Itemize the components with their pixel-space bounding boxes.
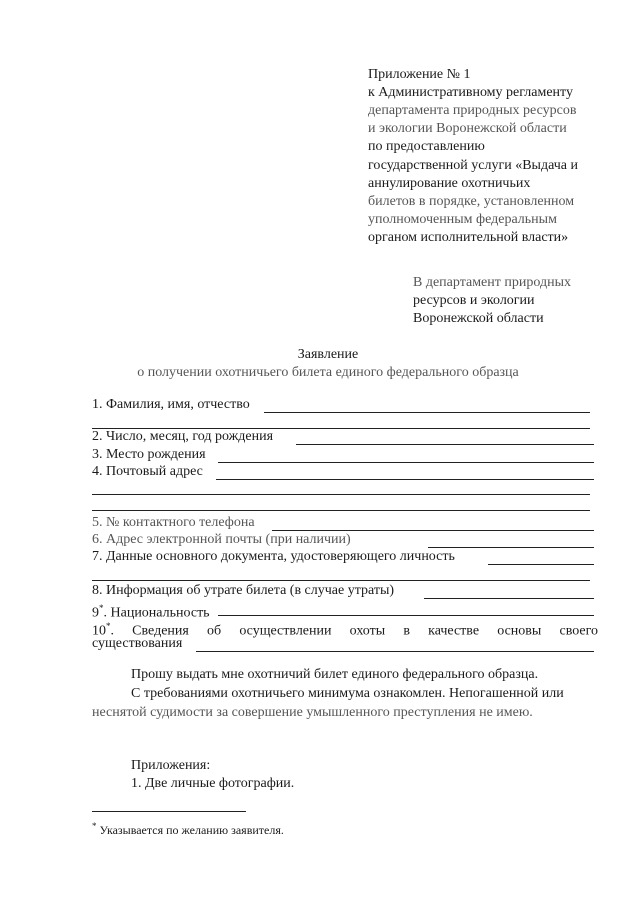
footnote (92, 818, 284, 838)
postal-address-continuation-line[interactable] (92, 494, 590, 495)
appendix-line: по предоставлению (368, 139, 485, 154)
acknowledgement-line: неснятой судимости за совершение умышленного преступления не имею. (92, 705, 533, 720)
postal-address-line[interactable] (216, 479, 594, 480)
appendix-line: к Административному регламенту (368, 85, 573, 100)
field-label-birth-date: 2. Число, месяц, год рождения (92, 429, 274, 444)
field-label-phone: 5. № контактного телефона (92, 515, 255, 530)
loss-info-line[interactable] (424, 598, 594, 599)
appendix-line: билетов в порядке, установленном (368, 194, 575, 209)
field-label-hunting-livelihood: 10*. Сведения об осуществлении охоты в качестве основы своего (92, 621, 598, 639)
nationality-line[interactable] (218, 615, 594, 616)
appendix-line: и экологии Воронежской области (368, 121, 567, 136)
footnote-mark: * (92, 821, 97, 831)
addressee-line: ресурсов и экологии (413, 293, 535, 308)
birth-place-line[interactable] (218, 462, 594, 463)
id-document-line[interactable] (488, 564, 594, 565)
full-name-line[interactable] (264, 412, 590, 413)
appendix-line: государственной услуги «Выдача и (368, 158, 578, 173)
birth-date-line[interactable] (296, 444, 594, 445)
footnote-text: Указывается по желанию заявителя. (96, 823, 284, 837)
appendix-line: департамента природных ресурсов (368, 103, 577, 118)
field-label-full-name: 1. Фамилия, имя, отчество (92, 397, 250, 412)
attachments-title: Приложения: (131, 758, 211, 773)
field-label-nationality: 9*. Национальность (92, 603, 210, 621)
hunting-livelihood-line[interactable] (196, 651, 594, 652)
postal-address-continuation-line[interactable] (92, 510, 590, 511)
field-label-birth-place: 3. Место рождения (92, 447, 206, 462)
footnote-separator (92, 811, 246, 812)
appendix-line: уполномоченным федеральным (368, 212, 557, 227)
addressee-line: В департамент природных (413, 275, 571, 290)
document-title: Заявление (297, 347, 359, 362)
appendix-line: органом исполнительной власти» (368, 230, 569, 245)
request-paragraph: Прошу выдать мне охотничий билет единого федерального образца. (131, 667, 539, 682)
attachment-item: 1. Две личные фотографии. (131, 776, 295, 791)
field-label-email: 6. Адрес электронной почты (при наличии) (92, 532, 351, 547)
field-label-id-document: 7. Данные основного документа, удостоверяющего личность (92, 549, 455, 564)
acknowledgement-line: С требованиями охотничьего минимума ознакомлен. Непогашенной или (131, 686, 564, 701)
addressee-line: Воронежской области (413, 311, 544, 326)
field-label-postal-address: 4. Почтовый адрес (92, 464, 203, 479)
field-label-loss-info: 8. Информация об утрате билета (в случае утраты) (92, 583, 395, 598)
appendix-line: аннулирование охотничьих (368, 176, 531, 191)
appendix-line: Приложение № 1 (368, 67, 471, 82)
document-subtitle: о получении охотничьего билета единого федерального образца (137, 365, 519, 380)
field-label-hunting-livelihood-cont: существования (92, 636, 183, 651)
id-document-continuation-line[interactable] (92, 580, 590, 581)
